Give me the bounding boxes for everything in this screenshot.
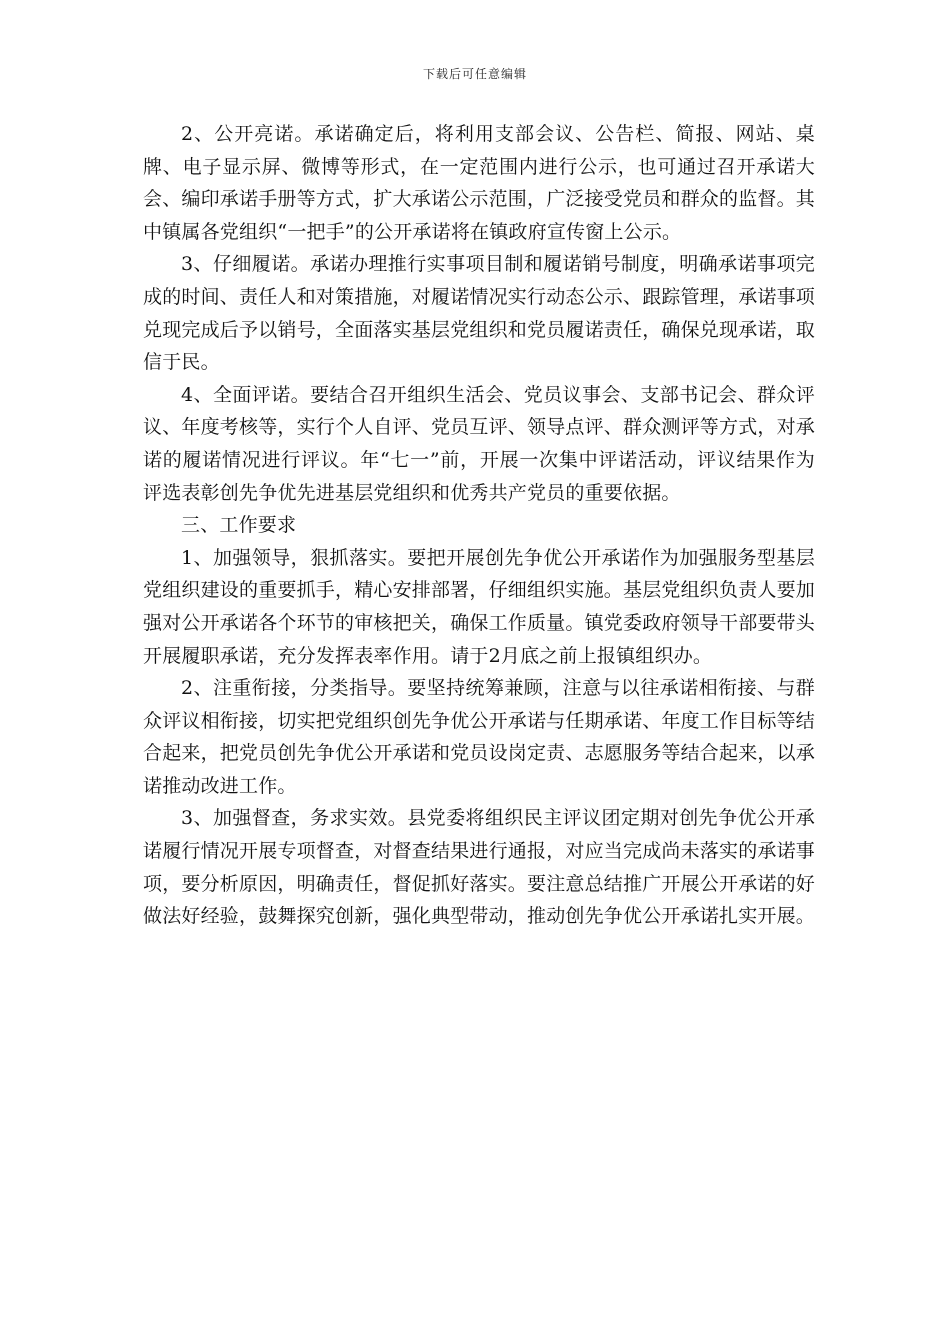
paragraph-public-announce: 2、公开亮诺。承诺确定后，将利用支部会议、公告栏、简报、网站、桌牌、电子显示屏、微博等形式，在一定范围内进行公示，也可通过召开承诺大会、编印承诺手册等方式，扩大承诺公示范围，广泛接受党员和群众的监督。其中镇属各党组织“一把手”的公开承诺将在镇政府宣传窗上公示。 [143,123,816,243]
paragraph-focus-connection: 2、注重衔接，分类指导。要坚持统筹兼顾，注意与以往承诺相衔接、与群众评议相衔接，切实把党组织创先争优公开承诺与任期承诺、年度工作目标等结合起来，把党员创先争优公开承诺和党员设岗定责、志愿服务等结合起来，以承诺推动改进工作。 [143,677,816,797]
paragraph-evaluate-promise: 4、全面评诺。要结合召开组织生活会、党员议事会、支部书记会、群众评议、年度考核等，实行个人自评、党员互评、领导点评、群众测评等方式，对承诺的履诺情况进行评议。年“七一”前，开展一次集中评诺活动，评议结果作为评选表彰创先争优先进基层党组织和优秀共产党员的重要依据。 [143,383,816,504]
section-heading-work-requirements: 三、工作要求 [181,514,297,537]
paragraph-strengthen-leadership: 1、加强领导，狠抓落实。要把开展创先争优公开承诺作为加强服务型基层党组织建设的重要抓手，精心安排部署，仔细组织实施。基层党组织负责人要加强对公开承诺各个环节的审核把关，确保工作质量。镇党委政府领导干部要带头开展履职承诺，充分发挥表率作用。请于2月底之前上报镇组织办。 [143,546,816,667]
document-body [143,118,815,933]
paragraph-strengthen-supervision: 3、加强督查，务求实效。县党委将组织民主评议团定期对创先争优公开承诺履行情况开展专项督查，对督查结果进行通报，对应当完成尚未落实的承诺事项，要分析原因，明确责任，督促抓好落实。要注意总结推广开展公开承诺的好做法好经验，鼓舞探究创新，强化典型带动，推动创先争优公开承诺扎实开展。 [143,807,816,928]
page-header: 下载后可任意编辑 [422,67,527,81]
paragraph-fulfill-promise: 3、仔细履诺。承诺办理推行实事项目制和履诺销号制度，明确承诺事项完成的时间、责任人和对策措施，对履诺情况实行动态公示、跟踪管理，承诺事项兑现完成后予以销号，全面落实基层党组织和党员履诺责任，确保兑现承诺，取信于民。 [143,253,816,374]
